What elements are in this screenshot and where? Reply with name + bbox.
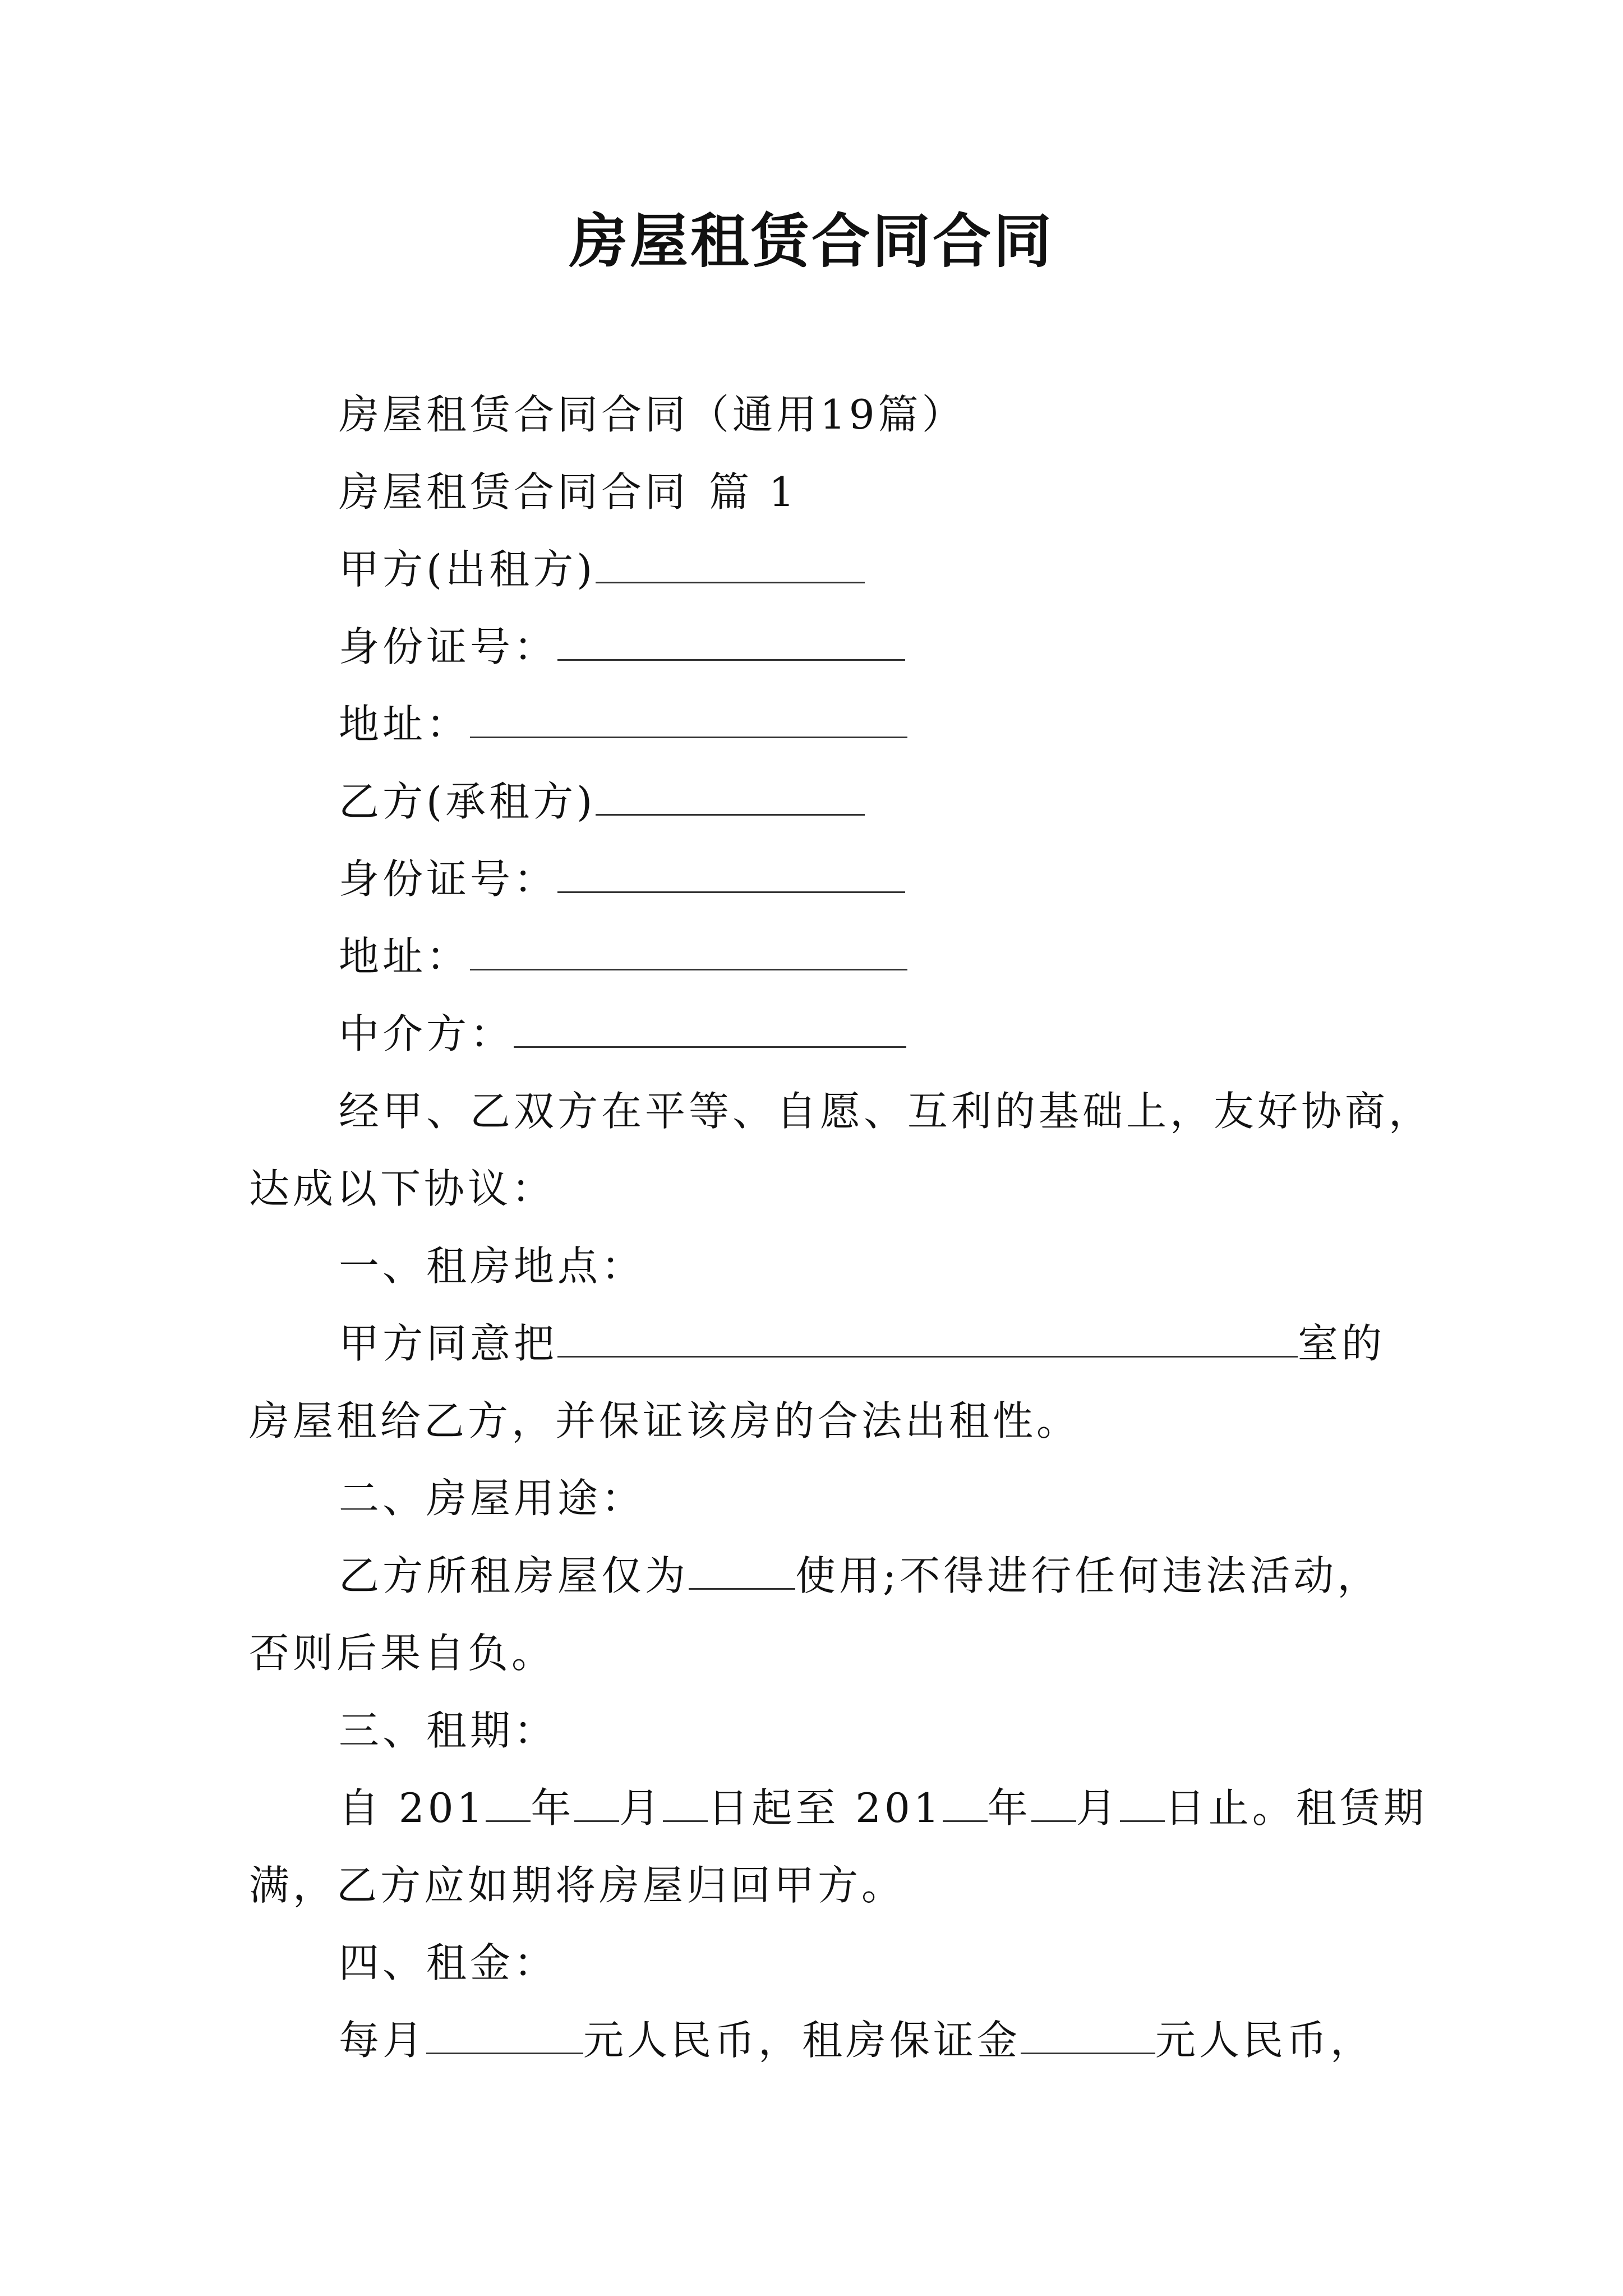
start-month-blank <box>574 1787 619 1822</box>
section-2-line-2 <box>249 1614 1376 1692</box>
party-b-line <box>249 763 1376 840</box>
chapter-number: 篇 1 <box>709 468 798 516</box>
party-a-id-label: 身份证号： <box>339 623 558 670</box>
end-day-blank <box>1120 1787 1165 1822</box>
party-b-label: 乙方(承租方) <box>339 778 596 825</box>
use-blank <box>689 1554 795 1590</box>
term-text-b: 年 <box>531 1784 575 1832</box>
section-1-text-c: 房屋租给乙方，并保证该房的合法出租性。 <box>249 1397 1081 1444</box>
section-3-text-c: 满，乙方应如期将房屋归回甲方。 <box>249 1862 906 1909</box>
section-3-heading <box>249 1692 1376 1769</box>
section-4-heading <box>249 1924 1376 2001</box>
party-a-address-blank <box>470 703 907 738</box>
section-1-line-2 <box>249 1382 1376 1460</box>
term-text-f: 月 <box>1076 1784 1120 1832</box>
party-b-address-line <box>249 918 1376 995</box>
section-3-line-1 <box>249 1769 1427 1847</box>
party-b-address-blank <box>470 935 907 970</box>
section-2-text-a: 乙方所租房屋仅为 <box>339 1552 689 1599</box>
party-a-label: 甲方(出租方) <box>339 546 596 593</box>
section-1-line-1 <box>249 1305 1386 1382</box>
section-2-text-c: 否则后果自负。 <box>249 1630 556 1677</box>
chapter-heading <box>249 453 1376 531</box>
party-b-id-blank <box>557 858 905 893</box>
term-text-a: 自 201 <box>339 1784 486 1832</box>
party-a-address-label: 地址： <box>339 701 471 748</box>
section-3-title: 三、租期： <box>339 1707 558 1754</box>
room-blank <box>557 1322 1298 1358</box>
rent-text-b: 元人民币，租房保证金 <box>583 2017 1021 2064</box>
term-text-g: 日止。租赁期 <box>1164 1784 1427 1832</box>
party-b-blank <box>596 780 865 816</box>
party-a-address-line <box>249 685 1376 763</box>
monthly-rent-blank <box>426 2019 583 2054</box>
contract-subtitle <box>249 376 1376 453</box>
start-year-blank <box>486 1787 531 1822</box>
preamble-line-1 <box>249 1073 1433 1150</box>
term-text-c: 月 <box>619 1784 663 1832</box>
party-b-id-label: 身份证号： <box>339 855 558 903</box>
agent-label: 中介方： <box>339 1010 514 1057</box>
rent-text-c: 元人民币， <box>1155 2017 1375 2064</box>
term-text-d: 日起至 201 <box>708 1784 943 1832</box>
party-a-id-blank <box>557 625 905 661</box>
document-body <box>249 376 1433 2079</box>
agent-blank <box>514 1013 906 1048</box>
start-day-blank <box>663 1787 708 1822</box>
preamble-line-2 <box>249 1150 1376 1227</box>
preamble-text-2: 达成以下协议： <box>249 1165 556 1212</box>
party-b-id-line <box>249 840 1376 918</box>
subtitle-text: 房屋租赁合同合同（通用19篇） <box>339 391 966 438</box>
section-1-heading <box>249 1227 1376 1305</box>
document-title: 房屋租赁合同合同 <box>569 206 1054 275</box>
section-3-line-2 <box>249 1847 1376 1924</box>
party-a-id-line <box>249 608 1376 685</box>
end-year-blank <box>943 1787 988 1822</box>
chapter-title: 房屋租赁合同合同 <box>339 468 689 516</box>
deposit-blank <box>1021 2019 1155 2054</box>
section-1-text-a: 甲方同意把 <box>339 1320 558 1367</box>
section-4-line-1 <box>249 2001 1376 2079</box>
section-1-text-b: 室的 <box>1298 1320 1386 1367</box>
agent-line <box>249 995 1376 1073</box>
end-month-blank <box>1031 1787 1076 1822</box>
section-1-title: 一、租房地点： <box>339 1243 645 1290</box>
section-2-text-b: 使用;不得进行任何违法活动， <box>795 1552 1381 1599</box>
section-2-line-1 <box>249 1537 1381 1614</box>
section-2-title: 二、房屋用途： <box>339 1475 645 1522</box>
party-a-blank <box>596 548 865 583</box>
rent-text-a: 每月 <box>339 2017 427 2064</box>
section-4-title: 四、租金： <box>339 1939 558 1986</box>
preamble-text-1: 经甲、乙双方在平等、自愿、互利的基础上，友好协商， <box>339 1088 1433 1135</box>
term-text-e: 年 <box>987 1784 1031 1832</box>
section-2-heading <box>249 1460 1376 1537</box>
party-b-address-label: 地址： <box>339 933 471 980</box>
party-a-line <box>249 531 1376 608</box>
